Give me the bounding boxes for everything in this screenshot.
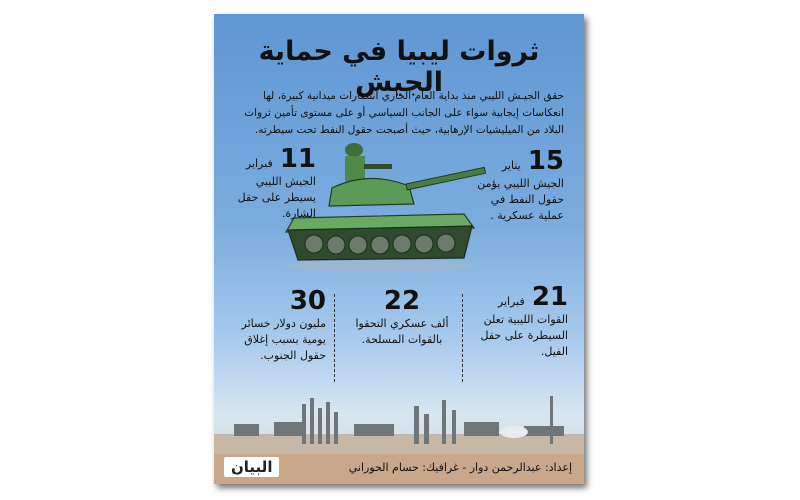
poster-title: ثروات ليبيا في حماية الجيش bbox=[258, 36, 540, 98]
albayan-logo: البيان bbox=[224, 457, 279, 477]
fact-text: ألف عسكري التحقوا بالقوات المسلحة. bbox=[355, 317, 449, 346]
fact-30 bbox=[226, 286, 326, 364]
infographic-poster bbox=[214, 14, 584, 484]
fact-text: الجيش الليبي يسيطر على حقل الشارة. bbox=[237, 175, 316, 220]
fact-text: مليون دولار خسائر يومية بسبب إغلاق حقول الجنوب. bbox=[241, 317, 326, 362]
fact-feb-21 bbox=[468, 282, 568, 360]
fact-22 bbox=[352, 286, 452, 348]
intro-paragraph: حقق الجيـش الليبي منذ بداية العام الجاري انتصارات ميدانية كبيرة، لها انعكاسات إيجابية سواء على الجانب السياسي أو على مستوى تأمين ثروات البلاد من الميليشيات الإرهابية، حيث أصبحت حقول النفط تحت سيطرته. bbox=[244, 90, 564, 136]
divider-line bbox=[462, 294, 463, 382]
fact-text: القوات الليبية تعلن السيطرة على حقل الفيل. bbox=[480, 313, 568, 358]
footer-bar bbox=[214, 454, 584, 484]
fact-month: فبراير bbox=[245, 157, 273, 170]
refinery-skyline bbox=[214, 394, 584, 456]
fact-month: فبراير bbox=[497, 295, 525, 308]
credits-text: إعداد: عبدالرحمن دوار - غرافيك: حسام الحوراني bbox=[348, 461, 572, 474]
fact-number: 11 bbox=[279, 144, 316, 174]
fact-month: يناير bbox=[501, 159, 521, 172]
fact-number: 30 bbox=[289, 286, 326, 316]
fact-text: الجيش الليبي يؤمن حقول النفط في عملية عسكرية . bbox=[477, 177, 564, 222]
divider-line bbox=[334, 294, 335, 382]
fact-number: 21 bbox=[531, 282, 568, 312]
fact-number: 22 bbox=[383, 286, 421, 316]
fact-jan-15 bbox=[469, 146, 564, 224]
fact-number: 15 bbox=[527, 146, 564, 176]
fact-feb-11 bbox=[226, 144, 316, 222]
